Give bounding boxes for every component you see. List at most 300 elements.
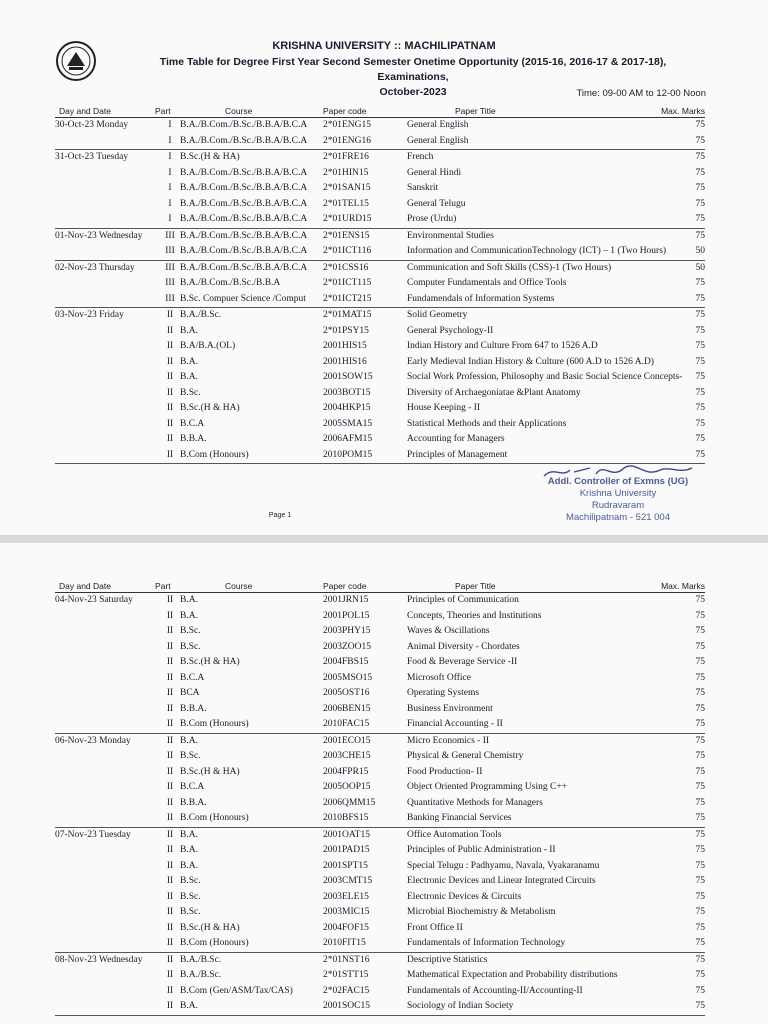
- table-row: [55, 134, 705, 150]
- date-group: [55, 308, 705, 464]
- paper-code-cell: 2*01ENG16: [323, 135, 372, 146]
- stamp-line-3: Rudravaram: [591, 500, 645, 511]
- part-cell: II: [166, 970, 174, 980]
- paper-code-cell: 2*02FAC15: [323, 985, 370, 996]
- course-cell: B.A./B.Com./B.Sc./B.B.A: [180, 278, 281, 288]
- paper-code-cell: 2003MIC15: [323, 907, 370, 917]
- part-cell: II: [166, 657, 174, 667]
- part-cell: I: [168, 120, 172, 130]
- paper-title-cell: General English: [407, 120, 469, 130]
- paper-title-cell: Information and CommunicationTechnology (ICT) – 1 (Two Hours): [407, 246, 667, 256]
- col-course: Course: [225, 106, 253, 116]
- course-cell: B.A./B.Com./B.Sc./B.B.A/B.C.A: [180, 214, 308, 224]
- paper-code-cell: 2003ZOO15: [323, 641, 372, 652]
- table-row: [55, 890, 705, 906]
- page-2: [0, 543, 768, 1024]
- day-cell: 07-Nov-23 Tuesday: [55, 829, 131, 840]
- day-cell: 03-Nov-23 Friday: [55, 310, 124, 320]
- paper-title-cell: Object Oriented Programming Using C++: [407, 782, 568, 792]
- paper-code-cell: 2*01SAN15: [323, 183, 371, 193]
- paper-code-cell: 2*01ICT115: [323, 278, 372, 288]
- course-cell: B.A./B.Com./B.Sc./B.B.A/B.C.A: [180, 230, 308, 241]
- paper-code-cell: 2*01STT15: [323, 970, 369, 980]
- paper-code-cell: 2*01URD15: [323, 214, 372, 224]
- table-row: [55, 999, 705, 1015]
- part-cell: II: [166, 449, 174, 460]
- course-cell: BCA: [180, 688, 200, 698]
- table-row: [55, 717, 705, 733]
- date-group: [55, 150, 705, 229]
- course-cell: B.Sc.(H & HA): [180, 152, 240, 162]
- paper-title-cell: Principles of Communication: [407, 595, 519, 605]
- max-marks-cell: 75: [695, 387, 705, 398]
- paper-title-cell: Front Office II: [407, 922, 463, 933]
- course-cell: B.Sc. Compuer Science /Comput: [180, 293, 306, 304]
- paper-code-cell: 2003BOT15: [323, 387, 371, 398]
- table-row: [55, 811, 705, 827]
- max-marks-cell: 75: [695, 135, 705, 146]
- table-row: [55, 292, 705, 308]
- paper-code-cell: 2004FOF15: [323, 922, 369, 933]
- max-marks-cell: 75: [695, 120, 705, 130]
- part-cell: II: [166, 595, 174, 605]
- max-marks-cell: 75: [695, 954, 705, 965]
- course-cell: B.B.A.: [180, 797, 207, 808]
- table-row: [55, 905, 705, 921]
- max-marks-cell: 75: [695, 891, 705, 902]
- paper-title-cell: Waves & Oscillations: [407, 626, 490, 636]
- max-marks-cell: 75: [695, 293, 705, 304]
- paper-title-cell: Animal Diversity - Chordates: [407, 641, 520, 652]
- course-cell: B.Com (Honours): [180, 719, 249, 729]
- part-cell: II: [166, 672, 174, 683]
- max-marks-cell: 75: [695, 829, 705, 840]
- day-cell: 08-Nov-23 Wednesday: [55, 954, 143, 965]
- max-marks-cell: 75: [695, 434, 705, 444]
- paper-title-cell: Fundamentals of Information Technology: [407, 938, 566, 948]
- max-marks-cell: 75: [695, 860, 705, 871]
- course-cell: B.Sc.: [180, 907, 201, 917]
- course-cell: B.A./B.Com./B.Sc./B.B.A/B.C.A: [180, 120, 308, 130]
- table-row: [55, 212, 705, 228]
- paper-title-cell: Diversity of Archaegoniatae &Plant Anatomy: [407, 387, 581, 398]
- date-group: [55, 593, 705, 734]
- part-cell: II: [166, 341, 174, 351]
- paper-title-cell: Descriptive Statistics: [407, 954, 488, 965]
- max-marks-cell: 75: [695, 214, 705, 224]
- col-part: Part: [155, 581, 171, 591]
- part-cell: II: [166, 325, 174, 336]
- course-cell: B.Sc.: [180, 876, 201, 886]
- course-cell: B.Sc.(H & HA): [180, 657, 240, 667]
- paper-title-cell: Electronic Devices & Circuits: [407, 891, 522, 902]
- paper-code-cell: 2004HKP15: [323, 403, 371, 413]
- table-row: [55, 671, 705, 687]
- course-cell: B.A.: [180, 595, 198, 605]
- max-marks-cell: 75: [695, 672, 705, 683]
- col-course: Course: [225, 581, 253, 591]
- part-cell: I: [168, 183, 172, 193]
- paper-title-cell: Early Medieval Indian History & Culture (600 A.D to 1526 A.D): [407, 356, 654, 367]
- table-row: [55, 261, 705, 277]
- table-header: [55, 578, 705, 593]
- part-cell: III: [165, 230, 175, 241]
- course-cell: B.Sc.: [180, 891, 201, 902]
- table-row: [55, 150, 705, 166]
- paper-title-cell: Accounting for Managers: [407, 434, 505, 444]
- max-marks-cell: 75: [695, 641, 705, 652]
- max-marks-cell: 75: [695, 797, 705, 808]
- max-marks-cell: 75: [695, 167, 705, 178]
- paper-code-cell: 2001SPT15: [323, 860, 368, 871]
- max-marks-cell: 75: [695, 657, 705, 667]
- paper-code-cell: 2003CMT15: [323, 876, 373, 886]
- part-cell: II: [166, 688, 174, 698]
- max-marks-cell: 75: [695, 1001, 705, 1011]
- paper-title-cell: Mathematical Expectation and Probability distributions: [407, 970, 618, 980]
- paper-title-cell: Social Work Profession, Philosophy and Basic Social Science Concepts-: [407, 372, 683, 382]
- max-marks-cell: 50: [695, 262, 705, 273]
- max-marks-cell: 75: [695, 688, 705, 698]
- max-marks-cell: 75: [695, 310, 705, 320]
- date-group: [55, 734, 705, 828]
- paper-code-cell: 2001SOC15: [323, 1001, 370, 1011]
- part-cell: I: [168, 214, 172, 224]
- paper-code-cell: 2003ELE15: [323, 891, 369, 902]
- max-marks-cell: 75: [695, 782, 705, 792]
- table-row: [55, 655, 705, 671]
- table-row: [55, 118, 705, 134]
- course-cell: B.Sc.: [180, 387, 201, 398]
- paper-code-cell: 2*01FRE16: [323, 152, 369, 162]
- paper-title-cell: Sanskrit: [407, 183, 439, 193]
- part-cell: II: [166, 387, 174, 398]
- paper-code-cell: 2003CHE15: [323, 751, 371, 761]
- part-cell: III: [165, 293, 175, 304]
- course-cell: B.Sc.: [180, 641, 201, 652]
- max-marks-cell: 75: [695, 922, 705, 933]
- paper-title-cell: Operating Systems: [407, 688, 480, 698]
- table-row: [55, 370, 705, 386]
- course-cell: B.A.: [180, 860, 198, 871]
- course-cell: B.A./B.Com./B.Sc./B.B.A/B.C.A: [180, 246, 308, 256]
- max-marks-cell: 75: [695, 449, 705, 460]
- max-marks-cell: 75: [695, 198, 705, 209]
- paper-title-cell: Fundamendals of Information Systems: [407, 293, 555, 304]
- max-marks-cell: 50: [695, 246, 705, 256]
- course-cell: B.A./B.Com./B.Sc./B.B.A/B.C.A: [180, 167, 308, 178]
- paper-code-cell: 2*01ENG15: [323, 120, 372, 130]
- paper-title-cell: Banking Financial Services: [407, 813, 512, 823]
- paper-code-cell: 2001OAT15: [323, 829, 370, 840]
- max-marks-cell: 75: [695, 356, 705, 367]
- paper-title-cell: French: [407, 152, 434, 162]
- paper-title-cell: General English: [407, 135, 469, 146]
- part-cell: II: [166, 719, 174, 729]
- max-marks-cell: 75: [695, 845, 705, 855]
- paper-code-cell: 2001ECO15: [323, 735, 371, 746]
- max-marks-cell: 75: [695, 230, 705, 241]
- part-cell: II: [166, 703, 174, 714]
- table-row: [55, 780, 705, 796]
- timetable-page-2: [55, 578, 705, 1016]
- max-marks-cell: 75: [695, 813, 705, 823]
- part-cell: II: [166, 891, 174, 902]
- max-marks-cell: 75: [695, 703, 705, 714]
- stamp-line-4: Machilipatnam - 521 004: [565, 512, 671, 523]
- max-marks-cell: 75: [695, 907, 705, 917]
- course-cell: B.B.A.: [180, 703, 207, 714]
- part-cell: I: [168, 167, 172, 178]
- max-marks-cell: 75: [695, 403, 705, 413]
- course-cell: B.Sc.(H & HA): [180, 766, 240, 777]
- paper-title-cell: Office Automation Tools: [407, 829, 502, 840]
- part-cell: III: [165, 278, 175, 288]
- paper-code-cell: 2010BFS15: [323, 813, 369, 823]
- table-row: [55, 276, 705, 292]
- course-cell: B.A.: [180, 325, 198, 336]
- paper-title-cell: Sociology of Indian Society: [407, 1001, 514, 1011]
- course-cell: B.A./B.Com./B.Sc./B.B.A/B.C.A: [180, 198, 308, 209]
- table-row: [55, 417, 705, 433]
- day-cell: 30-Oct-23 Monday: [55, 120, 129, 130]
- table-row: [55, 874, 705, 890]
- col-marks: Max. Marks: [661, 581, 705, 591]
- table-row: [55, 702, 705, 718]
- part-cell: II: [166, 735, 174, 746]
- paper-title-cell: Microsoft Office: [407, 672, 471, 683]
- part-cell: II: [166, 938, 174, 948]
- part-cell: II: [166, 356, 174, 367]
- max-marks-cell: 75: [695, 610, 705, 621]
- table-row: [55, 796, 705, 812]
- date-group: [55, 118, 705, 150]
- paper-title-cell: General Psychology-II: [407, 325, 494, 336]
- course-cell: B.B.A.: [180, 434, 207, 444]
- paper-title-cell: Electronic Devices and Linear Integrated Circuits: [407, 876, 596, 886]
- paper-code-cell: 2001PAD15: [323, 845, 370, 855]
- part-cell: II: [166, 751, 174, 761]
- paper-code-cell: 2010FIT15: [323, 938, 366, 948]
- paper-title-cell: Food & Beverage Service -II: [407, 657, 518, 667]
- part-cell: II: [166, 907, 174, 917]
- course-cell: B.C.A: [180, 672, 205, 683]
- paper-title-cell: Fundamentals of Accounting-II/Accounting-II: [407, 985, 583, 996]
- course-cell: B.Sc.(H & HA): [180, 922, 240, 933]
- paper-code-cell: 2004FPR15: [323, 766, 369, 777]
- part-cell: II: [166, 310, 174, 320]
- table-row: [55, 921, 705, 937]
- paper-title-cell: Special Telugu : Padhyamu, Navala, Vyakaranamu: [407, 860, 600, 871]
- day-cell: 04-Nov-23 Saturday: [55, 595, 133, 605]
- paper-code-cell: 2001JRN15: [323, 595, 369, 605]
- table-row: [55, 828, 705, 844]
- col-day: Day and Date: [59, 106, 111, 116]
- date-group: [55, 229, 705, 261]
- paper-code-cell: 2*01ICT116: [323, 246, 372, 256]
- table-row: [55, 734, 705, 750]
- paper-code-cell: 2*01ENS15: [323, 230, 370, 241]
- part-cell: II: [166, 829, 174, 840]
- paper-title-cell: Physical & General Chemistry: [407, 751, 524, 761]
- col-code: Paper code: [323, 106, 367, 116]
- part-cell: I: [168, 198, 172, 209]
- paper-title-cell: Environmental Studies: [407, 230, 494, 241]
- part-cell: I: [168, 152, 172, 162]
- course-cell: B.A.: [180, 1001, 198, 1011]
- max-marks-cell: 75: [695, 278, 705, 288]
- paper-title-cell: Statistical Methods and their Applications: [407, 418, 567, 429]
- course-cell: B.Sc.: [180, 751, 201, 761]
- part-cell: II: [166, 845, 174, 855]
- col-code: Paper code: [323, 581, 367, 591]
- table-row: [55, 401, 705, 417]
- table-row: [55, 765, 705, 781]
- course-cell: B.Com (Honours): [180, 449, 249, 460]
- part-cell: II: [166, 797, 174, 808]
- paper-code-cell: 2006AFM15: [323, 434, 373, 444]
- max-marks-cell: 75: [695, 325, 705, 336]
- paper-title-cell: Concepts, Theories and Institutions: [407, 610, 542, 621]
- page-number: Page 1: [268, 512, 292, 519]
- max-marks-cell: 75: [695, 970, 705, 980]
- page-separator: [0, 535, 768, 543]
- col-title: Paper Title: [455, 581, 496, 591]
- table-row: [55, 609, 705, 625]
- paper-title-cell: Principles of Management: [407, 449, 508, 460]
- part-cell: II: [166, 766, 174, 777]
- table-header: [55, 103, 705, 118]
- course-cell: B.A.: [180, 735, 198, 746]
- date-group: [55, 828, 705, 953]
- course-cell: B.A.: [180, 610, 198, 621]
- paper-code-cell: 2001HIS16: [323, 356, 367, 367]
- course-cell: B.Com (Honours): [180, 938, 249, 948]
- course-cell: B.C.A: [180, 418, 205, 429]
- part-cell: II: [166, 860, 174, 871]
- table-row: [55, 984, 705, 1000]
- paper-title-cell: Principles of Public Administration - II: [407, 845, 556, 855]
- timetable-page-1: [55, 103, 705, 464]
- table-row: [55, 593, 705, 609]
- part-cell: II: [166, 610, 174, 621]
- paper-code-cell: 2010FAC15: [323, 719, 370, 729]
- table-row: [55, 181, 705, 197]
- table-row: [55, 936, 705, 952]
- part-cell: II: [166, 1001, 174, 1011]
- table-row: [55, 432, 705, 448]
- paper-title-cell: General Telugu: [407, 198, 466, 209]
- part-cell: II: [166, 418, 174, 429]
- max-marks-cell: 75: [695, 766, 705, 777]
- course-cell: B.Sc.(H & HA): [180, 403, 240, 413]
- paper-code-cell: 2*01CSS16: [323, 262, 369, 273]
- course-cell: B.A.: [180, 829, 198, 840]
- table-row: [55, 953, 705, 969]
- part-cell: II: [166, 403, 174, 413]
- date-group: [55, 261, 705, 309]
- col-day: Day and Date: [59, 581, 111, 591]
- part-cell: II: [166, 813, 174, 823]
- paper-code-cell: 2006BEN15: [323, 703, 371, 714]
- paper-code-cell: 2010POM15: [323, 449, 373, 460]
- col-marks: Max. Marks: [661, 106, 705, 116]
- paper-title-cell: Solid Geometry: [407, 310, 468, 320]
- paper-title-cell: Financial Accounting - II: [407, 719, 503, 729]
- paper-code-cell: 2*01HIN15: [323, 167, 369, 178]
- table-row: [55, 859, 705, 875]
- part-cell: II: [166, 922, 174, 933]
- paper-title-cell: Prose (Urdu): [407, 214, 457, 224]
- part-cell: II: [166, 782, 174, 792]
- course-cell: B.A.: [180, 372, 198, 382]
- paper-code-cell: 2*01NST16: [323, 954, 370, 965]
- course-cell: B.Com (Honours): [180, 813, 249, 823]
- part-cell: III: [165, 262, 175, 273]
- max-marks-cell: 75: [695, 719, 705, 729]
- part-cell: II: [166, 626, 174, 636]
- day-cell: 06-Nov-23 Monday: [55, 735, 131, 746]
- part-cell: II: [166, 434, 174, 444]
- paper-title-cell: Microbial Biochemistry & Metabolism: [407, 907, 556, 917]
- part-cell: I: [168, 135, 172, 146]
- part-cell: II: [166, 372, 174, 382]
- table-row: [55, 386, 705, 402]
- max-marks-cell: 75: [695, 372, 705, 382]
- paper-code-cell: 2001HIS15: [323, 341, 367, 351]
- paper-title-cell: Communication and Soft Skills (CSS)-1 (Two Hours): [407, 262, 612, 273]
- max-marks-cell: 75: [695, 938, 705, 948]
- max-marks-cell: 75: [695, 418, 705, 429]
- paper-title-cell: Business Environment: [407, 703, 493, 714]
- table-row: [55, 229, 705, 245]
- table-row: [55, 324, 705, 340]
- date-group: [55, 953, 705, 1016]
- paper-code-cell: 2*01TEL15: [323, 198, 369, 209]
- course-cell: B.A./B.Sc.: [180, 310, 222, 320]
- paper-code-cell: 2005OOP15: [323, 782, 371, 792]
- course-cell: B.A./B.Sc.: [180, 970, 222, 980]
- part-cell: III: [165, 246, 175, 256]
- paper-title-cell: General Hindi: [407, 167, 462, 178]
- course-cell: B.A./B.Sc.: [180, 954, 222, 965]
- max-marks-cell: 75: [695, 341, 705, 351]
- title-line-1: Time Table for Degree First Year Second Semester Onetime Opportunity (2015-16, 2016-17 & 2017-18), Examinations,: [159, 56, 667, 83]
- paper-title-cell: House Keeping - II: [407, 403, 481, 413]
- paper-code-cell: 2001POL15: [323, 610, 370, 621]
- table-row: [55, 624, 705, 640]
- max-marks-cell: 75: [695, 152, 705, 162]
- course-cell: B.Com (Gen/ASM/Tax/CAS): [180, 985, 293, 996]
- paper-code-cell: 2006QMM15: [323, 797, 376, 808]
- paper-code-cell: 2005OST16: [323, 688, 370, 698]
- university-name: KRISHNA UNIVERSITY :: MACHILIPATNAM: [272, 40, 496, 52]
- part-cell: II: [166, 641, 174, 652]
- title-line-2: October-2023: [379, 86, 447, 98]
- max-marks-cell: 75: [695, 183, 705, 193]
- day-cell: 02-Nov-23 Thursday: [55, 262, 135, 273]
- paper-title-cell: Computer Fundamentals and Office Tools: [407, 278, 567, 288]
- paper-code-cell: 2005SMA15: [323, 418, 373, 429]
- exam-time: Time: 09-00 AM to 12-00 Noon: [576, 88, 706, 99]
- day-cell: 31-Oct-23 Tuesday: [55, 152, 129, 162]
- paper-title-cell: Indian History and Culture From 647 to 1526 A.D: [407, 341, 598, 351]
- table-row: [55, 308, 705, 324]
- paper-code-cell: 2003PHY15: [323, 626, 371, 636]
- paper-code-cell: 2004FBS15: [323, 657, 369, 667]
- table-row: [55, 843, 705, 859]
- course-cell: B.A.: [180, 845, 198, 855]
